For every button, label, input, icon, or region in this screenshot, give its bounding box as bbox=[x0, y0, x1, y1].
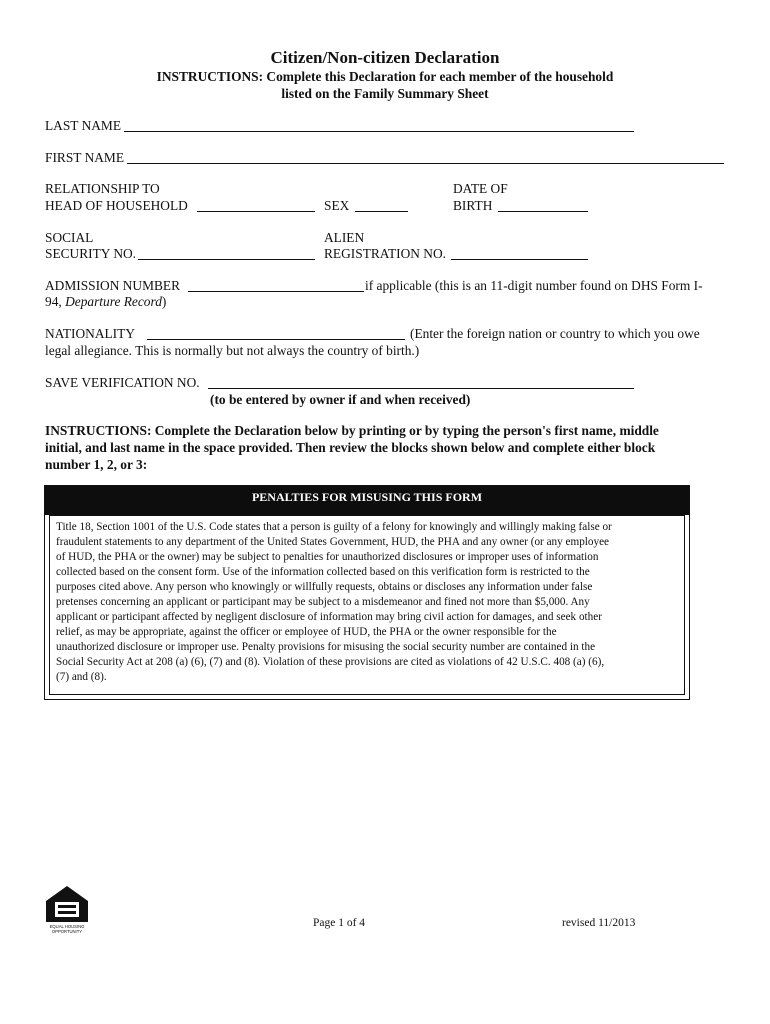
admission-note-line2: 94, Departure Record) bbox=[45, 294, 167, 309]
penalties-text bbox=[56, 520, 676, 685]
page-number: Page 1 of 4 bbox=[313, 917, 366, 929]
penalties-line: (7) and (8). bbox=[56, 671, 107, 683]
instructions-top-line1: INSTRUCTIONS: Complete this Declaration for each member of the household bbox=[156, 69, 614, 84]
penalties-line: fraudulent statements to any department of the United States Government, HUD, the PHA and any owner (or any employee bbox=[56, 536, 610, 548]
instructions-main-line1: INSTRUCTIONS: Complete the Declaration below by printing or by typing the person's first name, middle bbox=[45, 423, 659, 438]
first-name-field[interactable] bbox=[127, 163, 724, 164]
penalties-line: Social Security Act at 208 (a) (6), (7) and (8). Violation of these provisions are cited as violations of 42 U.S.C. 408 (a) (6), bbox=[56, 656, 605, 668]
ssn-label-line2: SECURITY NO. bbox=[45, 246, 137, 261]
penalties-line: unauthorized disclosure or improper use. Penalty provisions for misusing the social security number are contained in the bbox=[56, 641, 596, 653]
penalties-line: relief, as may be appropriate, against the officer or employee of HUD, the PHA or the owner responsible for the bbox=[56, 626, 557, 638]
svg-text:OPPORTUNITY: OPPORTUNITY bbox=[51, 929, 83, 934]
last-name-label: LAST NAME bbox=[45, 118, 122, 133]
penalties-line: applicant or participant affected by negligent disclosure of information may bring civil action for damages, and seek other bbox=[56, 611, 602, 623]
nationality-label: NATIONALITY bbox=[45, 326, 135, 341]
last-name-field[interactable] bbox=[124, 131, 634, 132]
svg-text:EQUAL HOUSING: EQUAL HOUSING bbox=[49, 924, 85, 929]
instructions-main-line3: number 1, 2, or 3: bbox=[45, 457, 148, 472]
penalties-line: of HUD, the PHA or the owner) may be subject to penalties for unauthorized disclosures or improper uses of information bbox=[56, 551, 599, 563]
relationship-field[interactable] bbox=[197, 211, 315, 212]
ssn-label-line1: SOCIAL bbox=[45, 230, 94, 245]
alien-label-line1: ALIEN bbox=[324, 230, 365, 245]
equal-housing-opportunity-logo-icon bbox=[45, 885, 89, 935]
penalties-line: Title 18, Section 1001 of the U.S. Code states that a person is guilty of a felony for knowingly and willingly making false or bbox=[56, 521, 612, 533]
revision-date: revised 11/2013 bbox=[562, 917, 636, 929]
first-name-label: FIRST NAME bbox=[45, 150, 124, 165]
penalties-box bbox=[44, 485, 690, 700]
instructions-top-line2: listed on the Family Summary Sheet bbox=[281, 86, 489, 101]
dob-label-line2: BIRTH bbox=[453, 198, 493, 213]
penalties-inner-frame bbox=[49, 515, 685, 695]
sex-field[interactable] bbox=[355, 211, 408, 212]
save-verification-note: (to be entered by owner if and when received) bbox=[210, 392, 471, 407]
instructions-main-line2: initial, and last name in the space provided. Then review the blocks shown below and complete either block bbox=[45, 440, 656, 455]
ssn-field[interactable] bbox=[138, 259, 315, 260]
page-title: Citizen/Non-citizen Declaration bbox=[270, 48, 500, 67]
admission-label: ADMISSION NUMBER bbox=[45, 278, 181, 293]
penalties-line: collected based on the consent form. Use of the information collected based on this verification form is restricted to the bbox=[56, 566, 590, 578]
relationship-label-line2: HEAD OF HOUSEHOLD bbox=[45, 198, 188, 213]
nationality-note-line1: (Enter the foreign nation or country to which you owe bbox=[410, 326, 700, 341]
penalties-header: PENALTIES FOR MISUSING THIS FORM bbox=[45, 486, 689, 515]
dob-field[interactable] bbox=[498, 211, 588, 212]
nationality-field[interactable] bbox=[147, 339, 405, 340]
admission-note-line1: if applicable (this is an 11-digit number found on DHS Form I- bbox=[365, 278, 703, 293]
save-verification-field[interactable] bbox=[208, 388, 634, 389]
penalties-line: purposes cited above. Any person who knowingly or willfully requests, obtains or discloses any information under false bbox=[56, 581, 593, 593]
nationality-note-line2: legal allegiance. This is normally but not always the country of birth.) bbox=[45, 343, 420, 358]
relationship-label-line1: RELATIONSHIP TO bbox=[45, 181, 160, 196]
dob-label-line1: DATE OF bbox=[453, 181, 508, 196]
admission-number-field[interactable] bbox=[188, 291, 364, 292]
penalties-line: pretenses concerning an applicant or participant may be subject to a misdemeanor and fined not more than $5,000. Any bbox=[56, 596, 590, 608]
alien-label-line2: REGISTRATION NO. bbox=[324, 246, 446, 261]
alien-registration-field[interactable] bbox=[451, 259, 588, 260]
sex-label: SEX bbox=[324, 198, 350, 213]
save-verification-label: SAVE VERIFICATION NO. bbox=[45, 375, 200, 390]
